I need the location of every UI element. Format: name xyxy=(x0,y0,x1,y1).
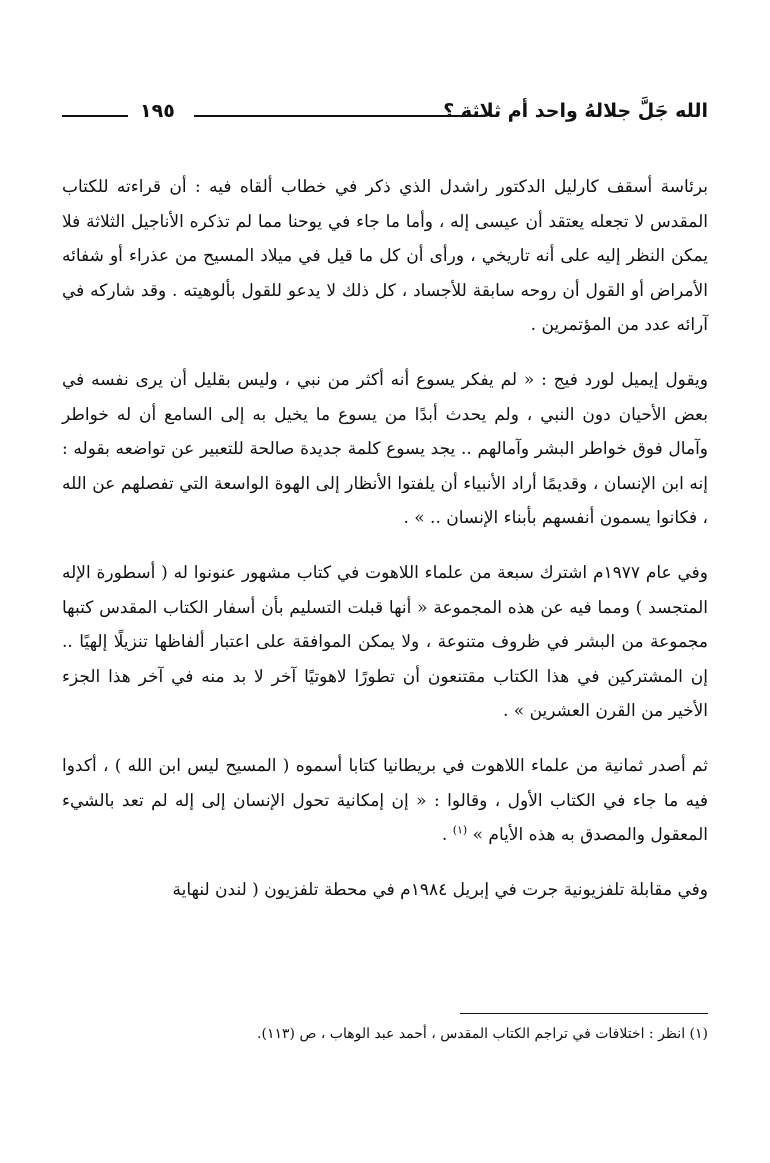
paragraph-1: برئاسة أسقف كارليل الدكتور راشدل الذي ذكر في خطاب ألقاه فيه : أن قراءته للكتاب المقدس لا تجعله يعتقد أن عيسى إله ، وأما ما جاء في يوحنا مما لم تذكره الأناجيل الثلاثة فلا يمكن النظر إليه على أنه تاريخي ، ورأى أن كل ما قيل في ميلاد المسيح من عذراء أو شفائه الأمراض أو القول أن روحه سابقة للأجساد ، كل ذلك لا يدعو للقول بألوهيته . وقد شاركه في آرائه عدد من المؤتمرين . xyxy=(62,177,709,336)
header-rule xyxy=(194,115,484,117)
header-rule-short xyxy=(62,115,128,117)
paragraph-4 xyxy=(62,749,708,853)
footnote-separator xyxy=(460,1013,708,1014)
main-text xyxy=(62,170,708,927)
paragraph-2: ويقول إيميل لورد فيج : « لم يفكر يسوع أنه أكثر من نبي ، وليس بقليل أن يرى نفسه في بعض الأحيان دون النبي ، ولم يحدث أبدًا من يسوع ما يخيل به إلى السامع أن له خواطر وآمال فوق خواطر البشر وآمالهم .. يجد يسوع كلمة جديدة صالحة للتعبير عن تواضعه بقوله : إنه ابن الإنسان ، وقديمًا أراد الأنبياء أن يلفتوا الأنظار إلى الهوة الواسعة التي تفصلهم عن الله ، فكانوا يسمون أنفسهم بأبناء الإنسان .. » . xyxy=(62,369,708,529)
footnote: (١) انظر : اختلافات في تراجم الكتاب المقدس ، أحمد عبد الوهاب ، ص (١١٣). xyxy=(257,1026,708,1042)
paragraph-4-end: . xyxy=(441,825,453,846)
running-header-title: الله جَلَّ جلالهُ واحد أم ثلاثة ؟ xyxy=(443,100,708,122)
paragraph-5: وفي مقابلة تلفزيونية جرت في إبريل ١٩٨٤م في محطة تلفزيون ( لندن لنهاية xyxy=(172,879,708,900)
paragraph-4-text: ثم أصدر ثمانية من علماء اللاهوت في بريطانيا كتابا أسموه ( المسيح ليس ابن الله ) ، أكدوا فيه ما جاء في الكتاب الأول ، وقالوا : « إن إمكانية تحول الإنسان إلى إله لم تعد بالشيء المعقول والمصدق به هذه الأيام » xyxy=(62,755,708,846)
running-header xyxy=(62,96,708,130)
paragraph-3: وفي عام ١٩٧٧م اشترك سبعة من علماء اللاهوت في كتاب مشهور عنونوا له ( أسطورة الإله المتجسد ) ومما فيه عن هذه المجموعة « أنها قبلت التسليم بأن أسفار الكتاب المقدس كتبها مجموعة من البشر في ظروف متنوعة ، ولا يمكن الموافقة على اعتبار ألفاظها تنزيلًا إلهيًا .. إن المشتركين في هذا الكتاب مقتنعون أن تطورًا لاهوتيًا آخر لا بد منه في آخر هذا الجزء الأخير من القرن العشرين » . xyxy=(62,562,708,722)
footnote-reference[interactable]: (١) xyxy=(452,823,468,837)
page-number: ١٩٥ xyxy=(140,100,175,122)
